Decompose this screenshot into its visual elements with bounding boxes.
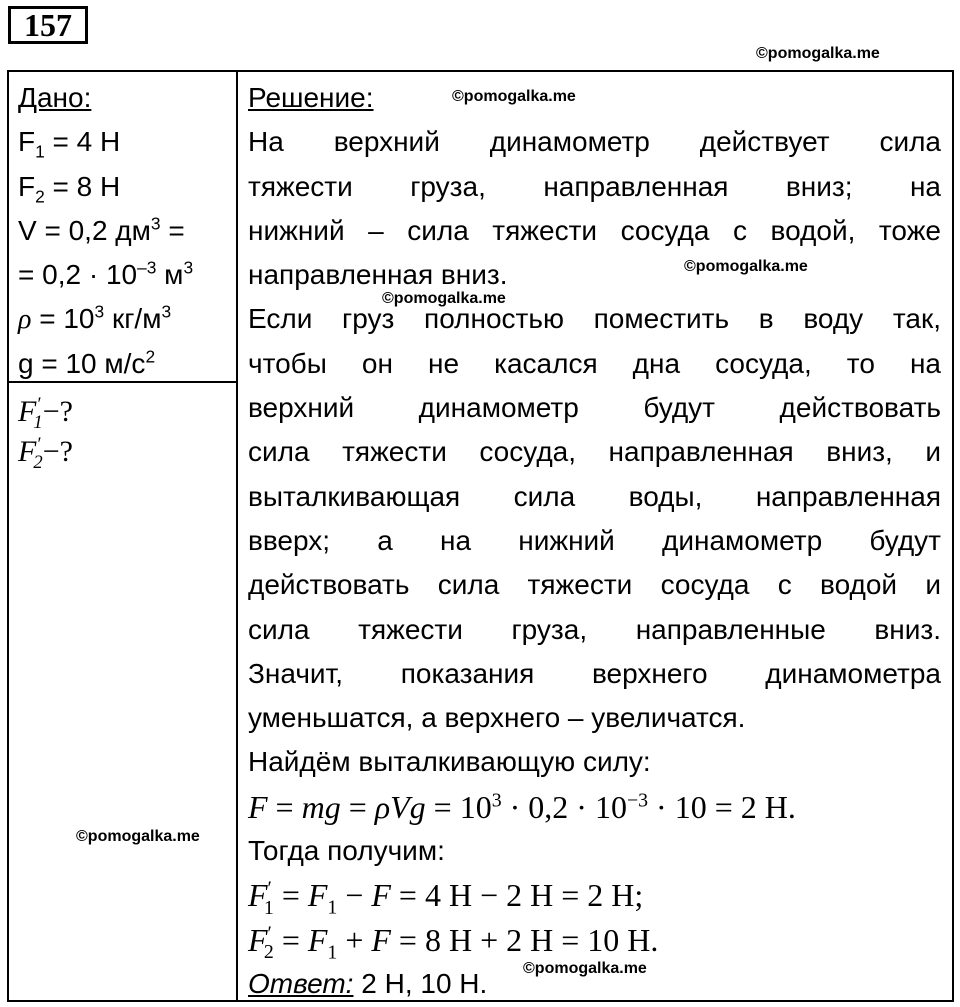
solution-text: вверх; а на нижний динамометр будут [248, 524, 941, 556]
solution-text: действовать сила тяжести сосуда с водой и [248, 569, 941, 601]
answer-line [248, 962, 941, 1006]
given-volume: V = 0,2 $дм^3$ = [18, 213, 185, 246]
solution-text: сила тяжести груза, направленные вниз. [248, 613, 941, 645]
solution-text: нижний – сила тяжести сосуда с водой, тоже [248, 214, 941, 246]
solution-text: Значит, показания верхнего динамометра [248, 657, 941, 689]
find-f2: $F'_2-$? [18, 434, 73, 473]
column-divider [236, 70, 238, 1002]
watermark: ©pomogalka.me [756, 45, 880, 62]
given-gravity: g = 10 $м/с^2$ [18, 346, 156, 379]
solution-text: выталкивающая сила воды, направленная [248, 480, 941, 512]
given-f1: $F_1 = 4$ Н [18, 126, 121, 162]
solution-text: сила тяжести сосуда, направленная вниз, и [248, 436, 941, 468]
solution-text: верхний динамометр будут действовать [248, 392, 941, 424]
watermark: ©pomogalka.me [382, 290, 506, 307]
solution-text: тяжести груза, направленная вниз; на [248, 170, 941, 202]
solution-text: Найдём выталкивающую силу: [248, 746, 651, 778]
solution-text: На верхний динамометр действует сила [248, 126, 941, 158]
solution-text: уменьшатся, а верхнего – увеличатся. [248, 702, 746, 734]
solution-text: чтобы он не касался дна сосуда, то на [248, 347, 941, 379]
equation-f2: $F'_2 = F_1 + F = 8$ Н + 2 Н = 10 Н. [248, 921, 659, 964]
find-f1: $F'_1-$? [18, 394, 73, 433]
given-density: $\rho = 10^3$ $кг/м^3$ [18, 302, 172, 336]
equation-f1: $F'_1 = F_1 - F = 4$ Н − 2 Н = 2 Н; [248, 877, 644, 919]
solution-block [248, 76, 941, 1006]
solution-text: Тогда получим: [248, 835, 445, 867]
given-volume-si: = $0,2 \cdot 10^{-3}$ $м^3$ [18, 257, 194, 291]
solution-heading: Решение: [248, 82, 374, 113]
answer-value: 2 Н, 10 Н. [353, 967, 488, 999]
problem-number: 157 [8, 6, 88, 44]
find-block [18, 392, 73, 472]
given-block [18, 76, 232, 386]
watermark: ©pomogalka.me [452, 88, 576, 105]
watermark: ©pomogalka.me [523, 960, 647, 977]
watermark: ©pomogalka.me [684, 258, 808, 275]
buoyant-force-formula: F = mg = $\rho Vg = 10^3 \cdot 0,2 \cdot 10^{-3} \cdot 10 = 2$ Н. [248, 788, 796, 825]
solution-text: направленная вниз. [248, 259, 508, 291]
solution-text: Если груз полностью поместить в воду так, [248, 303, 941, 335]
watermark: ©pomogalka.me [76, 828, 200, 845]
answer-label: Ответ: [248, 967, 354, 999]
given-heading: Дано: [18, 82, 92, 113]
given-f2: $F_2 = 8$ Н [18, 170, 121, 207]
